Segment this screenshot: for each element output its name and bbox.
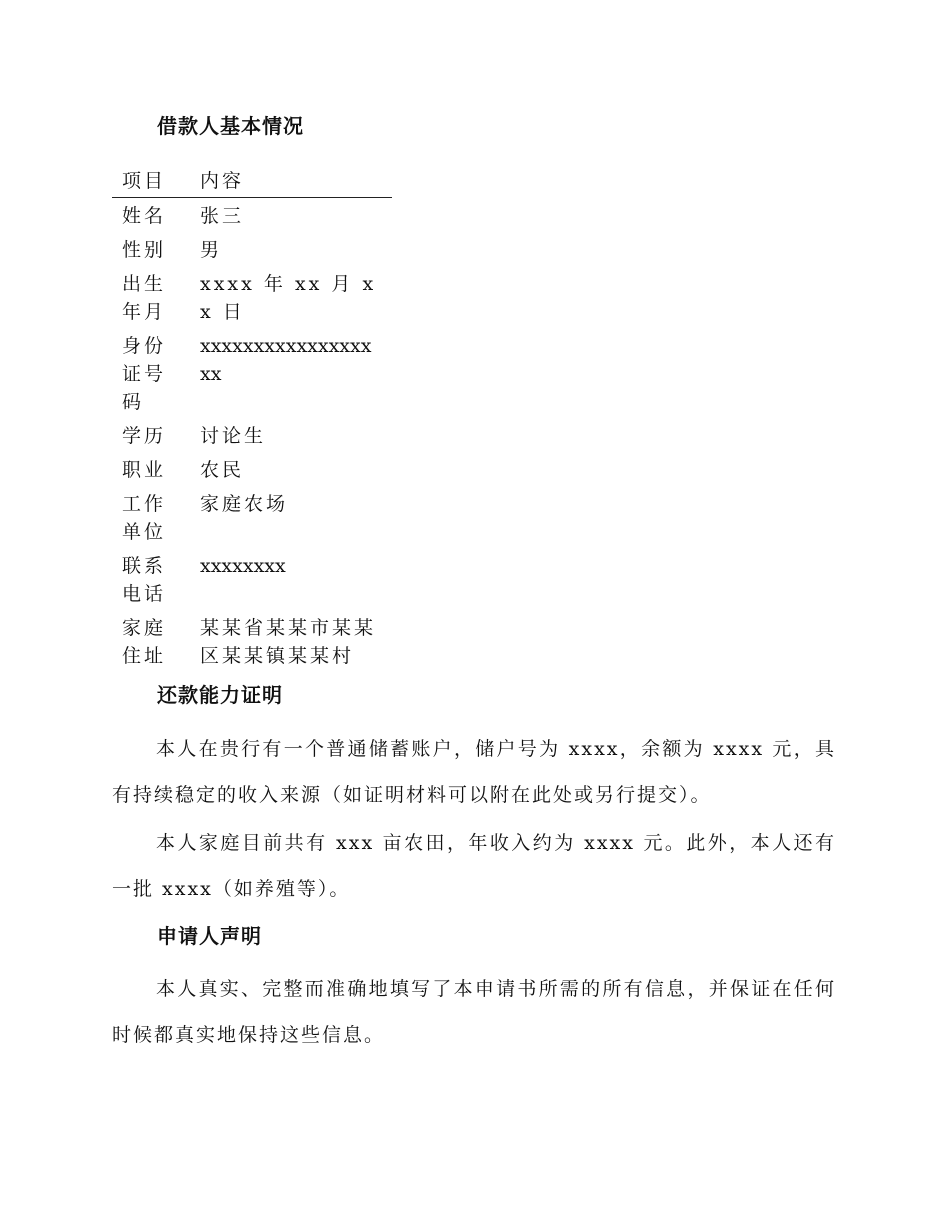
table-row xyxy=(112,614,392,676)
header-item: 项目 xyxy=(112,165,200,198)
row-label-workplace: 工作单位 xyxy=(122,493,167,543)
row-value-birth: xxxx 年 xx 月 xx 日 xyxy=(200,273,377,323)
declaration-paragraph: 本人真实、完整而准确地填写了本申请书所需的所有信息，并保证在任何时候都真实地保持这些信息。 xyxy=(112,978,836,1046)
table-row xyxy=(112,236,392,270)
borrower-info-heading: 借款人基本情况 xyxy=(157,114,304,138)
row-label-name: 姓名 xyxy=(122,205,167,227)
row-value-education: 讨论生 xyxy=(200,425,267,447)
row-label-occupation: 职业 xyxy=(122,459,167,481)
row-value-gender: 男 xyxy=(200,239,223,261)
row-label-id-number: 身份证号码 xyxy=(122,335,167,413)
row-label-birth: 出生年月 xyxy=(122,273,167,323)
row-label-phone: 联系电话 xyxy=(122,555,167,605)
row-value-workplace: 家庭农场 xyxy=(200,493,289,515)
row-value-phone: xxxxxxxx xyxy=(200,555,286,577)
declaration-heading: 申请人声明 xyxy=(157,924,262,948)
table-row xyxy=(112,422,392,456)
row-value-address: 某某省某某市某某区某某镇某某村 xyxy=(200,617,377,667)
row-label-address: 家庭住址 xyxy=(122,617,167,667)
table-row xyxy=(112,456,392,490)
borrower-info-table xyxy=(112,165,392,676)
table-row xyxy=(112,552,392,614)
row-label-gender: 性别 xyxy=(122,239,167,261)
table-row xyxy=(112,490,392,552)
table-row xyxy=(112,270,392,332)
table-header-row xyxy=(112,165,392,198)
row-value-id-number: xxxxxxxxxxxxxxxxxx xyxy=(200,335,372,385)
row-label-education: 学历 xyxy=(122,425,167,447)
header-content: 内容 xyxy=(200,165,392,198)
table-row xyxy=(112,198,392,237)
repayment-paragraph-2: 本人家庭目前共有 xxx 亩农田，年收入约为 xxxx 元。此外，本人还有一批 xxxx（如养殖等）。 xyxy=(112,832,836,900)
row-value-name: 张三 xyxy=(200,205,245,227)
repayment-ability-heading: 还款能力证明 xyxy=(157,683,283,707)
table-row xyxy=(112,332,392,422)
repayment-paragraph-1: 本人在贵行有一个普通储蓄账户，储户号为 xxxx，余额为 xxxx 元，具有持续稳定的收入来源（如证明材料可以附在此处或另行提交）。 xyxy=(112,738,836,806)
row-value-occupation: 农民 xyxy=(200,459,245,481)
